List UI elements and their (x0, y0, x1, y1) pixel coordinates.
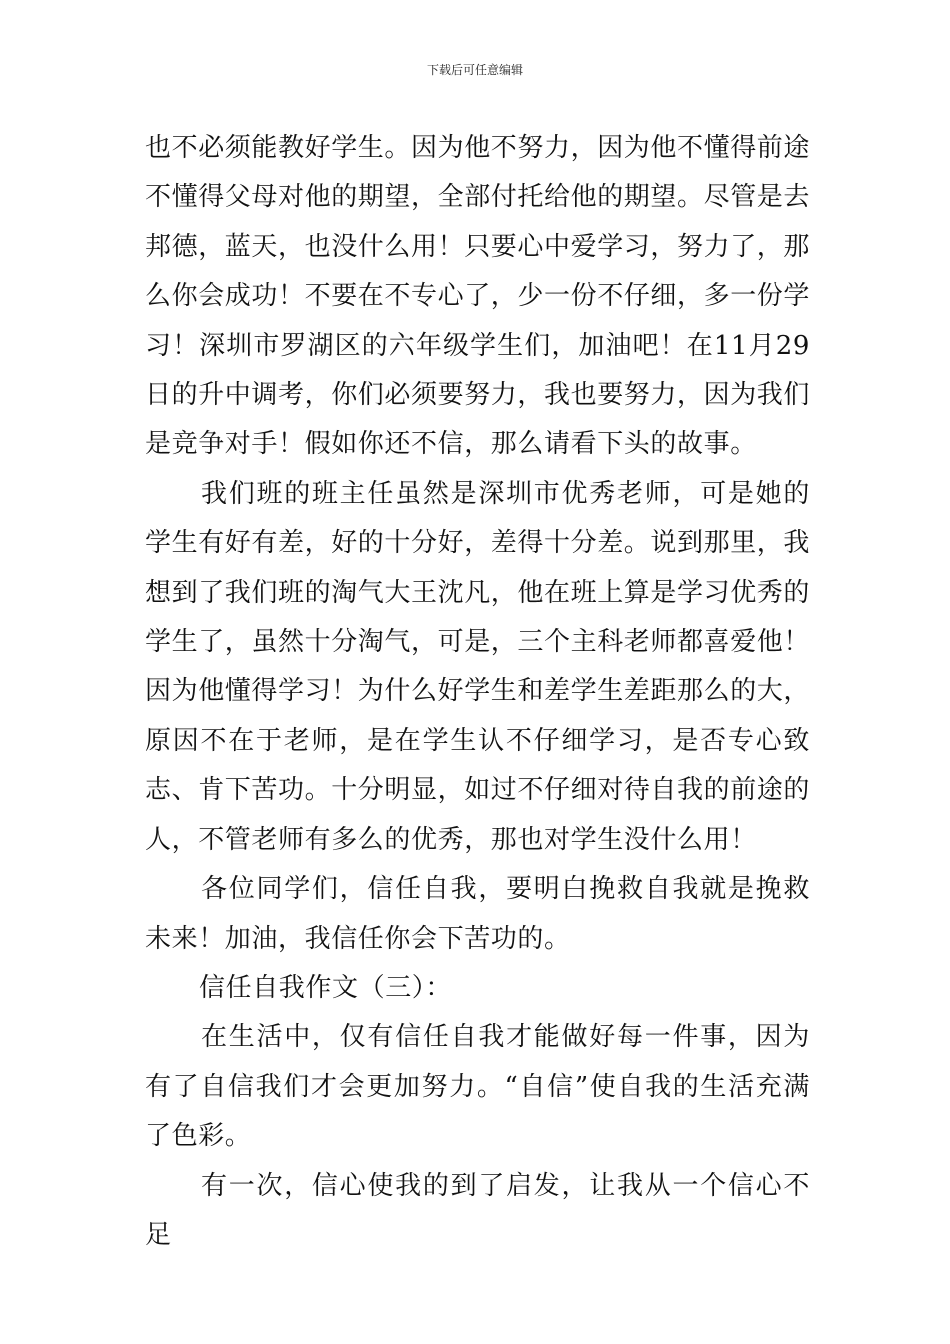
section-heading: 信任自我作文（三）： (199, 972, 453, 1003)
paragraph-2: 我们班的班主任虽然是深圳市优秀老师，可是她的学生有好有差，好的十分好，差得十分差。说到那里，我想到了我们班的淘气大王沈凡，他在班上算是学习优秀的学生了，虽然十分淘气，可是，三个主科老师都喜爱他！因为他懂得学习！为什么好学生和差学生差距那么的大，原因不在于老师，是在学生认不仔细学习，是否专心致志、肯下苦功。十分明显，如过不仔细对待自我的前途的人，不管老师有多么的优秀，那也对学生没什么用！ (145, 478, 811, 855)
paragraph-1: 也不必须能教好学生。因为他不努力，因为他不懂得前途不懂得父母对他的期望，全部付托给他的期望。尽管是去邦德，蓝天，也没什么用！只要心中爱学习，努力了，那么你会成功！不要在不专心了，少一份不仔细，多一份学习！深圳市罗湖区的六年级学生们，加油吧！在11月29日的升中调考，你们必须要努力，我也要努力，因为我们是竞争对手！假如你还不信，那么请看下头的故事。 (145, 133, 811, 460)
paragraph-3: 各位同学们，信任自我，要明白挽救自我就是挽救未来！加油，我信任你会下苦功的。 (145, 874, 810, 954)
page-header: 下载后可任意编辑 (426, 63, 523, 77)
paragraph-4: 在生活中，仅有信任自我才能做好每一件事，因为有了自信我们才会更加努力。“自信”使自我的生活充满了色彩。 (145, 1022, 810, 1152)
document-body (145, 124, 810, 1260)
paragraph-5: 有一次，信心使我的到了启发，让我从一个信心不足 (145, 1170, 810, 1250)
